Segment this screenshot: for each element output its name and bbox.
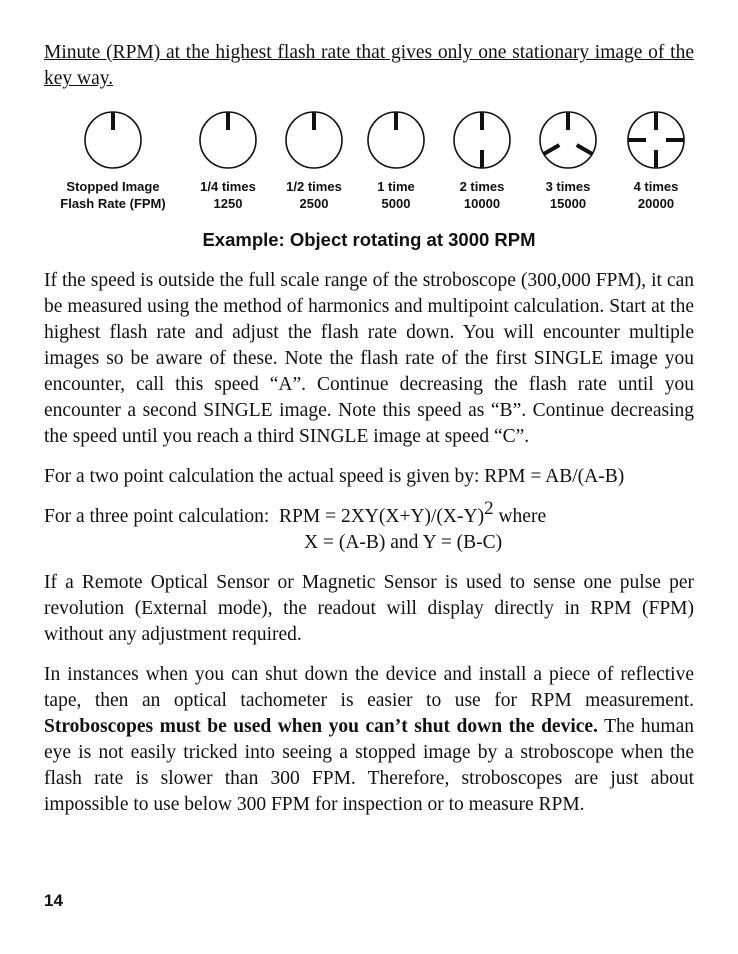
paragraph-external-sensor: If a Remote Optical Sensor or Magnetic Sensor is used to sense one pulse per revolution (External mode), the readout will display directly in RPM (FPM) without any adjustment required.: [44, 572, 694, 645]
figure-title: Example: Object rotating at 3000 RPM: [202, 229, 536, 250]
keyway-disc-four-marks-icon: [626, 110, 686, 170]
figure-item-four: [591, 110, 721, 212]
paragraph-harmonics: If the speed is outside the full scale range of the stroboscope (300,000 FPM), it can be measured using the method of harmonics and multipoint calculation. Start at the highest flash rate and adjust the flash rate down. You will encounter multiple images so be aware of these. Note the flash rate of the first SINGLE image you encounter, call this speed “A”. Continue decreasing the flash rate until you encounter a second SINGLE image. Note this speed as “B”. Continue decreasing the speed until you reach a third SINGLE image at speed “C”.: [44, 270, 694, 447]
figure-item-stopped: [48, 110, 178, 212]
figure-caption: 2 times 10000: [459, 179, 505, 211]
paragraph-stroboscope-usage: In instances when you can shut down the device and install a piece of reflective tape, then an optical tachometer is easier to use for RPM measurement. Stroboscopes must be used when you can’t shut down the device. The human eye is not easily tricked into seeing a stopped image by a stroboscope when the flash rate is slower than 300 FPM. Therefore, stroboscopes are just about impossible to use below 300 FPM for inspection or to measure RPM.: [44, 664, 694, 815]
figure-caption: 4 times 20000: [633, 179, 679, 211]
page-number: 14: [44, 891, 63, 910]
intro-text: Minute (RPM) at the highest flash rate that gives only one stationary image of the key way.: [44, 42, 694, 89]
stroboscope-figure: [44, 110, 694, 222]
paragraph-two-point: For a two point calculation the actual speed is given by: RPM = AB/(A-B): [44, 466, 625, 487]
figure-caption: 1 time 5000: [377, 179, 415, 211]
keyway-disc-three-marks-icon: [538, 110, 598, 170]
page-content: [44, 40, 694, 818]
three-point-formula-line1: For a three point calculation: RPM = $2XY(X+Y)/(X-Y)^2$ where: [44, 498, 547, 527]
keyway-disc-icon: [83, 110, 143, 170]
figure-caption: 1/4 times 1250: [200, 179, 256, 211]
three-point-formula-line2: X = (A-B) and Y = (B-C): [304, 532, 503, 553]
three-point-formula: [44, 498, 694, 556]
figure-caption: Stopped Image Flash Rate (FPM): [60, 179, 166, 211]
figure-caption: 1/2 times 2500: [286, 179, 342, 211]
figure-caption: 3 times 15000: [545, 179, 591, 211]
